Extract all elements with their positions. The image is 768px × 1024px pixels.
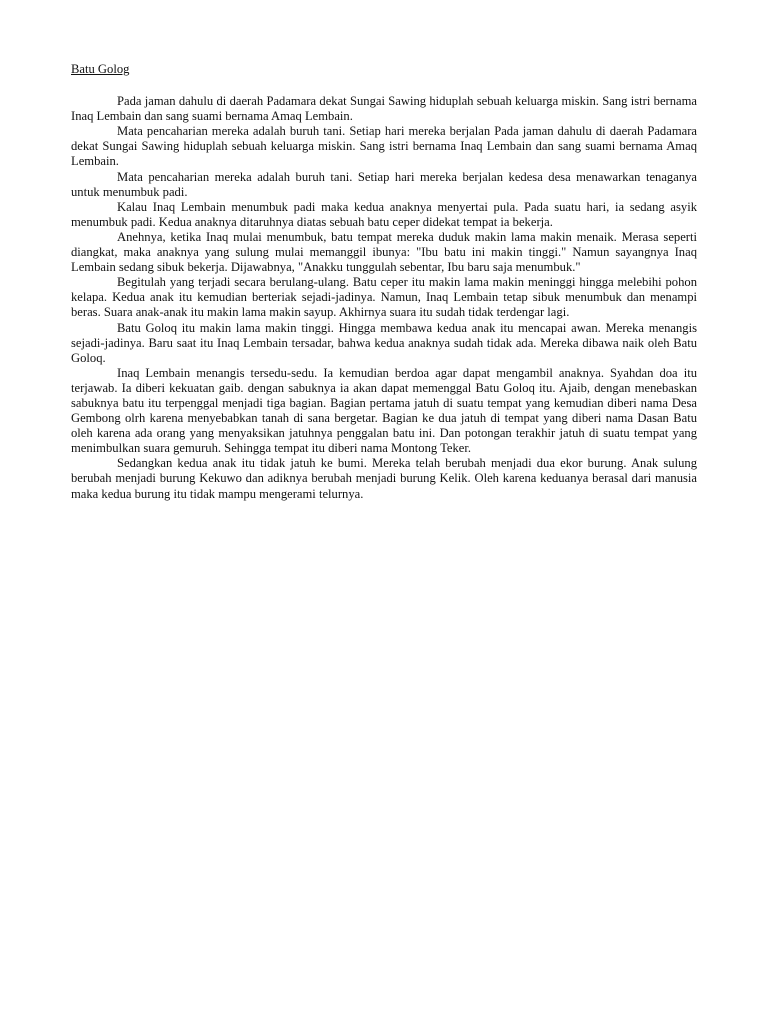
paragraph-2: Mata pencaharian mereka adalah buruh tani. Setiap hari mereka berjalan Pada jaman dahulu di daerah Padamara dekat Sungai Sawing hiduplah sebuah keluarga miskin. Sang istri bernama Inaq Lembain dan sang suami bernama Amaq Lembain. <box>71 124 697 169</box>
paragraph-9: Sedangkan kedua anak itu tidak jatuh ke bumi. Mereka telah berubah menjadi dua ekor burung. Anak sulung berubah menjadi burung Kekuwo dan adiknya berubah menjadi burung Kelik. Oleh karena keduanya berasal dari manusia maka kedua burung itu tidak mampu mengerami telurnya. <box>71 456 697 501</box>
document-title: Batu Golog <box>71 62 130 76</box>
paragraph-3: Mata pencaharian mereka adalah buruh tani. Setiap hari mereka berjalan kedesa desa menawarkan tenaganya untuk menumbuk padi. <box>71 169 697 199</box>
paragraph-8: Inaq Lembain menangis tersedu-sedu. Ia kemudian berdoa agar dapat mengambil anaknya. Syahdan doa itu terjawab. Ia diberi kekuatan gaib. dengan sabuknya ia akan dapat memenggal Batu Goloq itu. Ajaib, dengan menebaskan sabuknya batu itu terpenggal menjadi tiga bagian. Bagian pertama jatuh di suatu tempat yang kemudian diberi nama Desa Gembong olrh karena menyebabkan tanah di sana bergetar. Bagian ke dua jatuh di tempat yang diberi nama Dasan Batu oleh karena ada orang yang menyaksikan jatuhnya penggalan batu ini. Dan potongan terakhir jatuh di suatu tempat yang menimbulkan suara gemuruh. Sehingga tempat itu diberi nama Montong Teker. <box>71 365 697 456</box>
paragraph-7: Batu Goloq itu makin lama makin tinggi. Hingga membawa kedua anak itu mencapai awan. Mereka menangis sejadi-jadinya. Baru saat itu Inaq Lembain tersadar, bahwa kedua anaknya sudah tidak ada. Mereka dibawa naik oleh Batu Goloq. <box>71 320 697 365</box>
document-page <box>71 62 697 502</box>
paragraph-6: Begitulah yang terjadi secara berulang-ulang. Batu ceper itu makin lama makin meninggi hingga melebihi pohon kelapa. Kedua anak itu kemudian berteriak sejadi-jadinya. Namun, Inaq Lembain tetap sibuk menumbuk dan menampi beras. Suara anak-anak itu makin lama makin sayup. Akhirnya suara itu sudah tidak terdengar lagi. <box>71 275 697 320</box>
paragraph-5: Anehnya, ketika Inaq mulai menumbuk, batu tempat mereka duduk makin lama makin menaik. Merasa seperti diangkat, maka anaknya yang sulung mulai memanggil ibunya: "Ibu batu ini makin tinggi." Namun sayangnya Inaq Lembain sedang sibuk bekerja. Dijawabnya, "Anakku tunggulah sebentar, Ibu baru saja menumbuk." <box>71 229 697 275</box>
paragraph-4: Kalau Inaq Lembain menumbuk padi maka kedua anaknya menyertai pula. Pada suatu hari, ia sedang asyik menumbuk padi. Kedua anaknya ditaruhnya diatas sebuah batu ceper didekat tempat ia bekerja. <box>71 199 697 229</box>
paragraph-1: Pada jaman dahulu di daerah Padamara dekat Sungai Sawing hiduplah sebuah keluarga miskin. Sang istri bernama Inaq Lembain dan sang suami bernama Amaq Lembain. <box>71 94 697 124</box>
